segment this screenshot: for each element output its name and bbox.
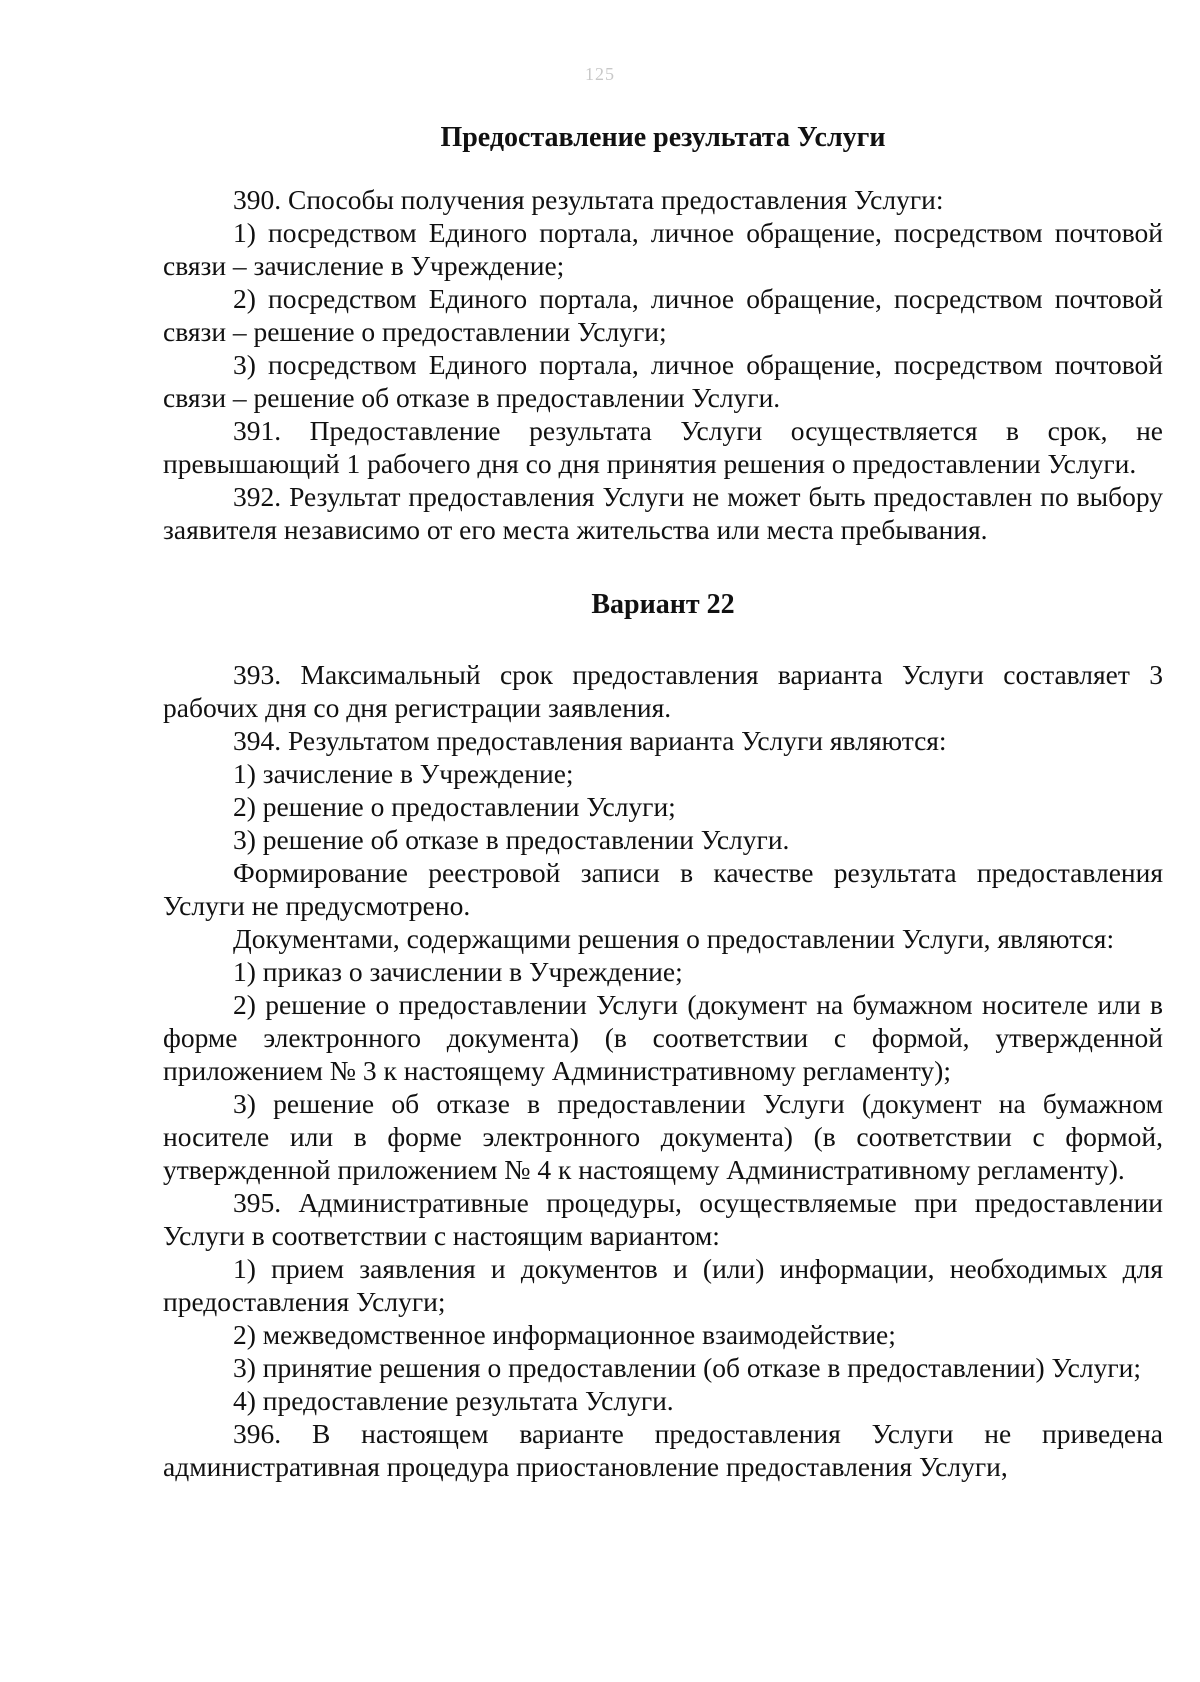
paragraph-390-item-3: 3) посредством Единого портала, личное обращение, посредством почтовой связи – решение об отказе в предоставлении Услуги. (163, 349, 1163, 413)
document-body (163, 118, 1163, 1483)
paragraph-documents: Документами, содержащими решения о предоставлении Услуги, являются: (233, 923, 1115, 954)
paragraph-documents-item-2: 2) решение о предоставлении Услуги (документ на бумажном носителе или в форме электронного документа) (в соответствии с формой, утвержденной приложением № 3 к настоящему Административному регламенту); (163, 989, 1163, 1086)
paragraph-395-item-2: 2) межведомственное информационное взаимодействие; (233, 1319, 896, 1350)
paragraph-394-item-3: 3) решение об отказе в предоставлении Услуги. (233, 824, 790, 855)
paragraph-391: 391. Предоставление результата Услуги осуществляется в срок, не превышающий 1 рабочего дня со дня принятия решения о предоставлении Услуги. (163, 415, 1163, 479)
paragraph-396: 396. В настоящем варианте предоставления Услуги не приведена административная процедура приостановление предоставления Услуги, (163, 1418, 1163, 1482)
paragraph-documents-item-1: 1) приказ о зачислении в Учреждение; (233, 956, 683, 987)
page-number: 125 (585, 64, 615, 84)
paragraph-394-item-1: 1) зачисление в Учреждение; (233, 758, 574, 789)
section-title-result: Предоставление результата Услуги (440, 122, 886, 153)
paragraph-390-item-2: 2) посредством Единого портала, личное обращение, посредством почтовой связи – решение о предоставлении Услуги; (163, 283, 1163, 347)
paragraph-395-item-4: 4) предоставление результата Услуги. (233, 1385, 674, 1416)
paragraph-394: 394. Результатом предоставления варианта Услуги являются: (233, 725, 947, 756)
section-title-variant: Вариант 22 (591, 589, 735, 620)
paragraph-392: 392. Результат предоставления Услуги не может быть предоставлен по выбору заявителя независимо от его места жительства или места пребывания. (163, 481, 1163, 545)
paragraph-393: 393. Максимальный срок предоставления варианта Услуги составляет 3 рабочих дня со дня регистрации заявления. (163, 659, 1163, 723)
paragraph-395: 395. Административные процедуры, осуществляемые при предоставлении Услуги в соответствии с настоящим вариантом: (163, 1187, 1163, 1251)
paragraph-395-item-3: 3) принятие решения о предоставлении (об отказе в предоставлении) Услуги; (233, 1352, 1141, 1383)
paragraph-documents-item-3: 3) решение об отказе в предоставлении Услуги (документ на бумажном носителе или в форме электронного документа) (в соответствии с формой, утвержденной приложением № 4 к настоящему Административному регламенту). (163, 1088, 1163, 1185)
paragraph-390: 390. Способы получения результата предоставления Услуги: (233, 184, 944, 215)
paragraph-registry-note: Формирование реестровой записи в качестве результата предоставления Услуги не предусмотрено. (163, 857, 1163, 921)
paragraph-390-item-1: 1) посредством Единого портала, личное обращение, посредством почтовой связи – зачисление в Учреждение; (163, 217, 1163, 281)
paragraph-394-item-2: 2) решение о предоставлении Услуги; (233, 791, 676, 822)
paragraph-395-item-1: 1) прием заявления и документов и (или) информации, необходимых для предоставления Услуги; (163, 1253, 1163, 1317)
